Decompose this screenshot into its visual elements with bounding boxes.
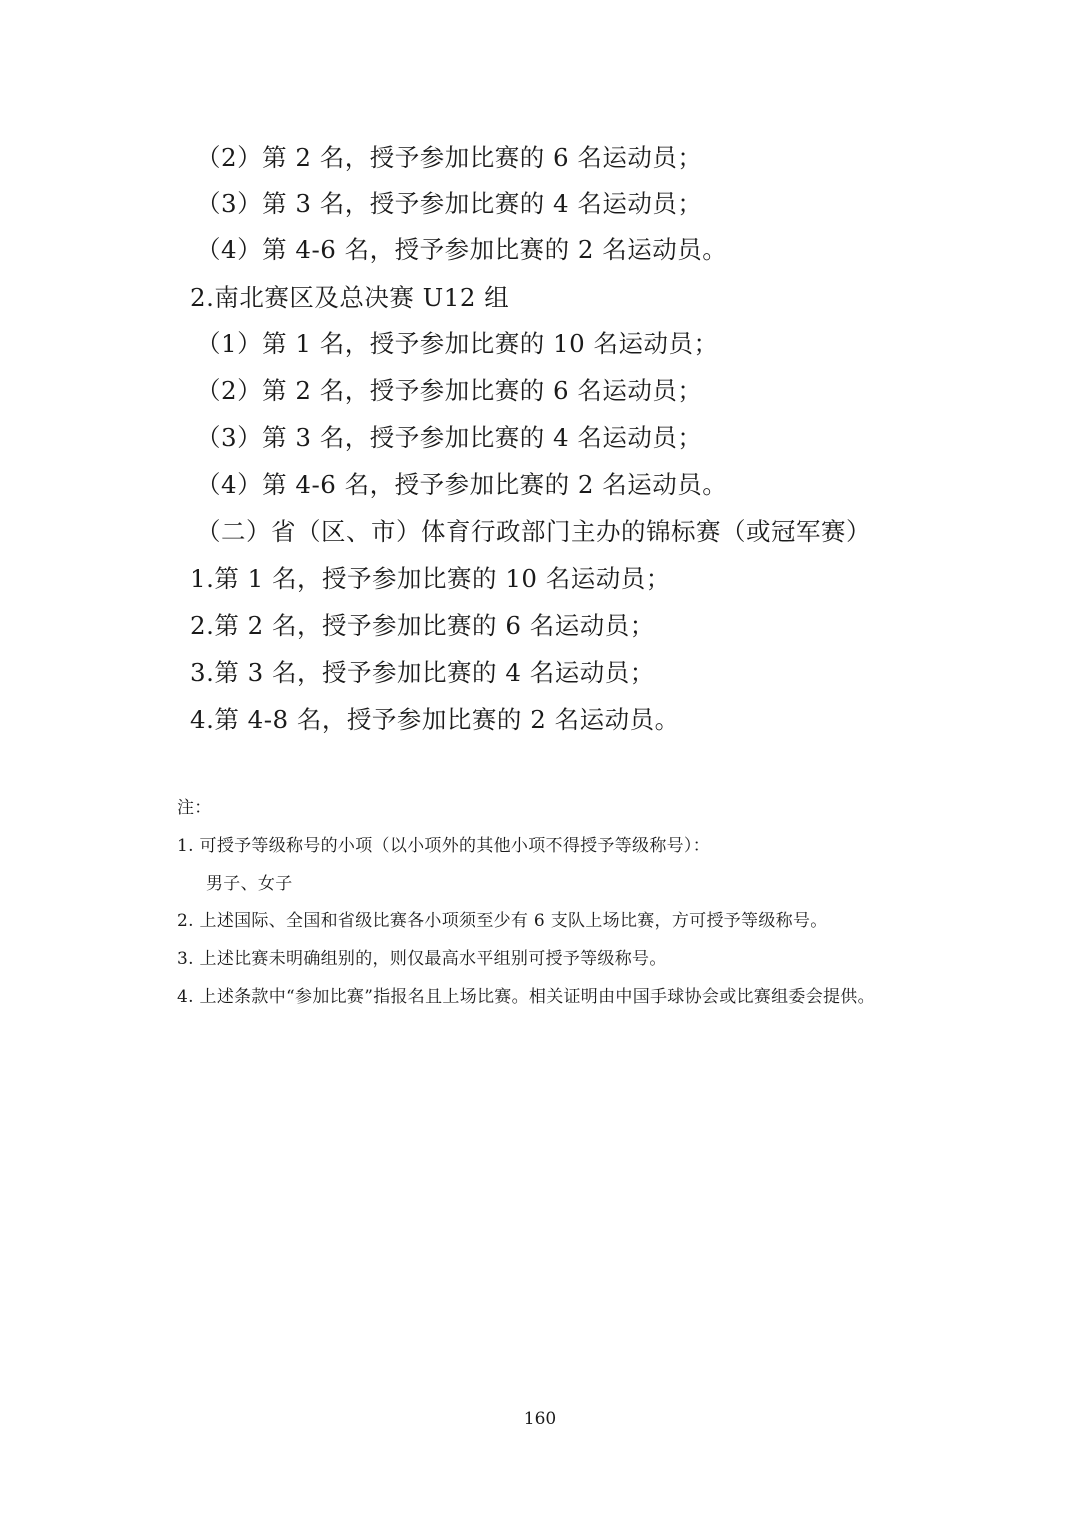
- body-line-2: （3）第 3 名，授予参加比赛的 4 名运动员；: [196, 189, 703, 218]
- note-item-4: 4. 上述条款中“参加比赛”指报名且上场比赛。相关证明由中国手球协会或比赛组委会提供。: [177, 987, 875, 1007]
- body-line-1: （2）第 2 名，授予参加比赛的 6 名运动员；: [196, 143, 703, 172]
- note-item-1: 1. 可授予等级称号的小项（以小项外的其他小项不得授予等级称号）：: [177, 836, 711, 856]
- note-item-3: 3. 上述比赛未明确组别的，则仅最高水平组别可授予等级称号。: [177, 949, 667, 969]
- body-line-10: 1.第 1 名，授予参加比赛的 10 名运动员；: [190, 564, 671, 593]
- body-line-13: 4.第 4-8 名，授予参加比赛的 2 名运动员。: [190, 705, 680, 734]
- notes-heading: 注：: [177, 798, 212, 818]
- body-line-7: （3）第 3 名，授予参加比赛的 4 名运动员；: [196, 423, 703, 452]
- page-number: 160: [523, 1409, 557, 1429]
- body-line-5: （1）第 1 名，授予参加比赛的 10 名运动员；: [196, 329, 719, 358]
- body-line-3: （4）第 4-6 名，授予参加比赛的 2 名运动员。: [196, 235, 728, 264]
- body-line-11: 2.第 2 名，授予参加比赛的 6 名运动员；: [190, 611, 655, 640]
- section-heading-provincial: （二）省（区、市）体育行政部门主办的锦标赛（或冠军赛）: [196, 517, 871, 546]
- note-item-2: 2. 上述国际、全国和省级比赛各小项须至少有 6 支队上场比赛，方可授予等级称号。: [177, 911, 828, 931]
- section-heading-u12: 2.南北赛区及总决赛 U12 组: [190, 283, 510, 312]
- body-line-12: 3.第 3 名，授予参加比赛的 4 名运动员；: [190, 658, 655, 687]
- body-line-8: （4）第 4-6 名，授予参加比赛的 2 名运动员。: [196, 470, 728, 499]
- body-line-6: （2）第 2 名，授予参加比赛的 6 名运动员；: [196, 376, 703, 405]
- note-item-1-detail: 男子、女子: [206, 874, 293, 894]
